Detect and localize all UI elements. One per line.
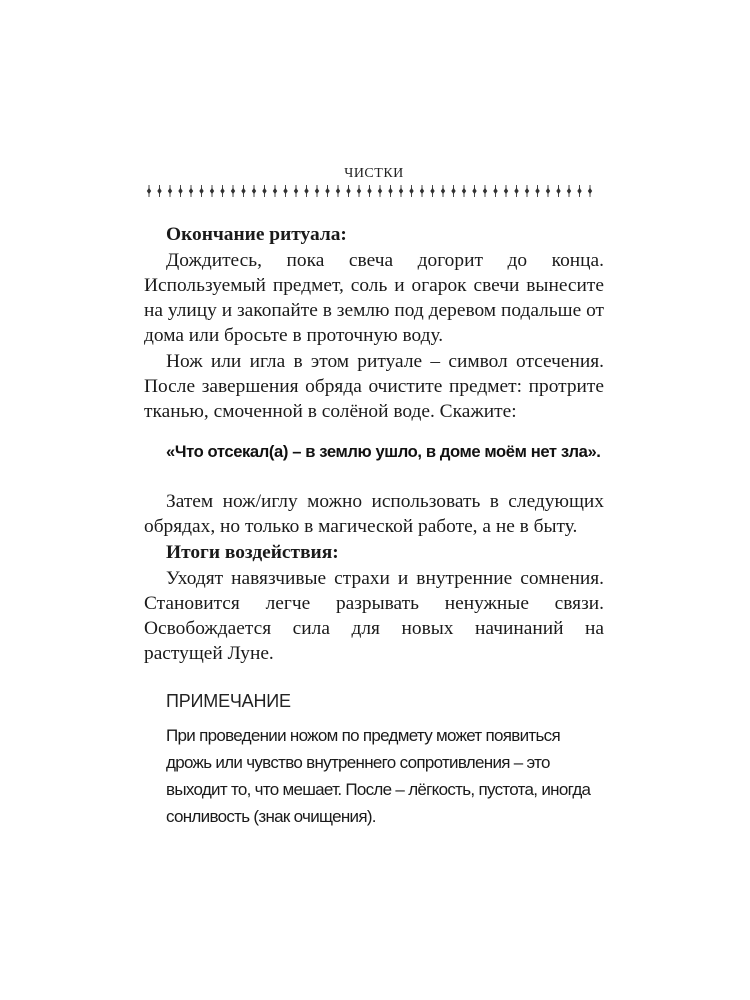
section-heading-ritual-end: Окончание ритуала:: [166, 224, 347, 245]
paragraph-knife-symbol: Нож или игла в этом ритуале – символ отсечения. После завершения обряда очистите предмет: протрите тканью, смоченной в солёной воде. Скажите:: [144, 351, 604, 422]
book-page: [144, 0, 604, 1000]
paragraph-after-quote: Затем нож/иглу можно использовать в следующих обрядах, но только в магической работе, а не в быту.: [144, 491, 604, 537]
section-heading-results: Итоги воздействия:: [166, 542, 339, 563]
paragraph-results: Уходят навязчивые страхи и внутренние сомнения. Становится легче разрывать ненужные связи. Освобождается сила для новых начинаний на растущей Луне.: [144, 568, 604, 664]
note-title: ПРИМЕЧАНИЕ: [166, 691, 291, 711]
incantation-quote: «Что отсекал(а) – в землю ушло, в доме моём нет зла».: [166, 442, 601, 461]
paragraph-ritual-end: Дождитесь, пока свеча догорит до конца. Используемый предмет, соль и огарок свечи вынесите на улицу и закопайте в землю под деревом подальше от дома или бросьте в проточную воду.: [144, 250, 604, 346]
ornament-divider: [144, 183, 604, 199]
note-body: При проведении ножом по предмету может появиться дрожь или чувство внутреннего сопротивления – это выходит то, что мешает. После – лёгкость, пустота, иногда сонливость (знак очищения).: [166, 726, 591, 826]
running-head: ЧИСТКИ: [344, 166, 404, 181]
